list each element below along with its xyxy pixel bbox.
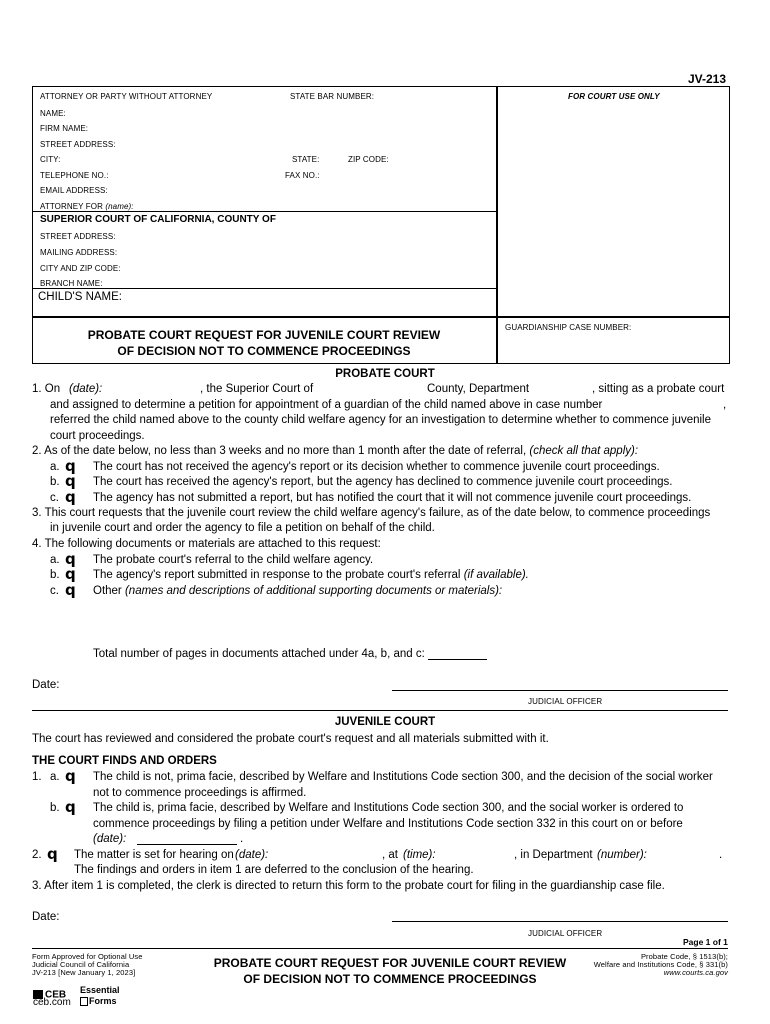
item1-date: (date): — [69, 383, 103, 395]
item1-line4: court proceedings. — [50, 430, 145, 442]
ceb-com: ceb.com — [33, 997, 71, 1008]
j-item1b-label: b. — [50, 802, 60, 814]
fax-label: FAX NO.: — [285, 171, 320, 180]
j-item2-date: (date): — [235, 849, 269, 861]
item4c-text: Other (names and descriptions of additional supporting documents or materials): — [93, 585, 503, 597]
child-name-label: CHILD'S NAME: — [38, 291, 122, 303]
j-item2-at: , at — [382, 849, 398, 861]
code-line-1: Probate Code, § 1513(b); — [640, 952, 728, 961]
item4b-text: The agency's report submitted in response to the probate court's referral (if available). — [93, 569, 529, 581]
item4c-checkbox[interactable]: q — [65, 581, 76, 599]
item4b-checkbox[interactable]: q — [65, 565, 76, 583]
state-label: STATE: — [292, 155, 320, 164]
j-item2-number: (number): — [597, 849, 647, 861]
j-item2-time: (time): — [403, 849, 436, 861]
code-line-2: Welfare and Institutions Code, § 331(b) — [593, 960, 728, 969]
j-item1a-checkbox[interactable]: q — [65, 767, 76, 785]
j-item3: 3. After item 1 is completed, the clerk is directed to return this form to the probate court for filing in the guardianship case file. — [32, 880, 665, 892]
item2c-checkbox[interactable]: q — [65, 488, 76, 506]
probate-date-label: Date: — [32, 679, 60, 691]
zip-label: ZIP CODE: — [348, 155, 389, 164]
juvenile-judicial-officer: JUDICIAL OFFICER — [528, 929, 603, 938]
section-divider — [32, 710, 728, 711]
court-divider — [32, 211, 496, 212]
item4a-checkbox[interactable]: q — [65, 550, 76, 568]
j-item2-dept: , in Department — [514, 849, 593, 861]
item2b-checkbox[interactable]: q — [65, 472, 76, 490]
footer-title-2: OF DECISION NOT TO COMMENCE PROCEEDINGS — [243, 972, 537, 986]
probate-signature-line[interactable] — [392, 690, 728, 691]
city-label: CITY: — [40, 155, 61, 164]
page-number: Page 1 of 1 — [683, 937, 728, 947]
state-bar-label: STATE BAR NUMBER: — [290, 92, 375, 101]
probate-judicial-officer: JUDICIAL OFFICER — [528, 697, 603, 706]
item2c-text: The agency has not submitted a report, but has notified the court that it will not commence juvenile court proceedings. — [93, 492, 692, 504]
j-item2-checkbox[interactable]: q — [47, 845, 58, 863]
telephone-label: TELEPHONE NO.: — [40, 171, 109, 180]
j-item2-line2: The findings and orders in item 1 are deferred to the conclusion of the hearing. — [74, 864, 474, 876]
item2a-label: a. — [50, 461, 60, 473]
street-label: STREET ADDRESS: — [40, 140, 116, 149]
child-divider — [32, 288, 496, 289]
j-item1a-line1: The child is not, prima facie, described by Welfare and Institutions Code section 300, and the decision of the social worker — [93, 771, 713, 783]
j-item1-num: 1. — [32, 771, 42, 783]
forms-label: Forms — [80, 996, 117, 1006]
essential-label: Essential — [80, 985, 120, 995]
item4c-label: c. — [50, 585, 59, 597]
item1-superior: , the Superior Court of — [200, 383, 314, 395]
j-item1a-line2: not to commence proceedings is affirmed. — [93, 787, 307, 799]
branch-label: BRANCH NAME: — [40, 279, 103, 288]
approved-line-1: Form Approved for Optional Use — [32, 952, 143, 961]
item1-on: 1. On — [32, 383, 61, 395]
item1-probate: , sitting as a probate court — [592, 383, 725, 395]
footer-title-1: PROBATE COURT REQUEST FOR JUVENILE COURT REVIEW — [213, 956, 567, 970]
j-item1b-period: . — [240, 833, 244, 845]
court-mailing-label: MAILING ADDRESS: — [40, 248, 118, 257]
total-pages-field[interactable] — [428, 659, 487, 660]
footer-divider — [32, 948, 728, 949]
item4b-label: b. — [50, 569, 60, 581]
juvenile-reviewed: The court has reviewed and considered the probate court's request and all materials submitted with it. — [32, 733, 549, 745]
case-number-label: GUARDIANSHIP CASE NUMBER: — [505, 323, 632, 332]
juvenile-heading: JUVENILE COURT — [334, 716, 436, 728]
item2a-checkbox[interactable]: q — [65, 457, 76, 475]
j-item1b-date-field[interactable] — [137, 844, 237, 845]
j-item1a-label: a. — [50, 771, 60, 783]
item4a-label: a. — [50, 554, 60, 566]
j-item1b-checkbox[interactable]: q — [65, 798, 76, 816]
item4a-text: The probate court's referral to the child welfare agency. — [93, 554, 374, 566]
j-item2-text: The matter is set for hearing on — [74, 849, 234, 861]
approved-line-2: Judicial Council of California — [32, 960, 130, 969]
code-line-3: www.courts.ca.gov — [663, 968, 728, 977]
ceb-logo: CEB — [33, 986, 66, 1004]
item2a-text: The court has not received the agency's report or its decision whether to commence juvenile court proceedings. — [93, 461, 660, 473]
probate-heading: PROBATE COURT — [335, 368, 435, 380]
item1-comma: , — [723, 399, 727, 411]
attorney-party-label: ATTORNEY OR PARTY WITHOUT ATTORNEY — [40, 92, 213, 101]
item1-line3: referred the child named above to the county child welfare agency for an investigation to determine whether to commence juvenile — [50, 414, 711, 426]
item1-line2: and assigned to determine a petition for appointment of a guardian of the child named above in case number — [50, 399, 603, 411]
item1-county: County, Department — [427, 383, 530, 395]
form-title-line-2: OF DECISION NOT TO COMMENCE PROCEEDINGS — [117, 344, 411, 358]
firm-name-label: FIRM NAME: — [40, 124, 89, 133]
item2: 2. As of the date below, no less than 3 weeks and no more than 1 month after the date of referral, (check all that apply): — [32, 445, 639, 457]
approved-line-3: JV-213 [New January 1, 2023] — [32, 968, 136, 977]
name-label: NAME: — [40, 109, 66, 118]
court-street-label: STREET ADDRESS: — [40, 232, 116, 241]
j-item1b-line2: commence proceedings by filing a petition under Welfare and Institutions Code section 332 in this court on or before — [93, 818, 683, 830]
email-label: EMAIL ADDRESS: — [40, 186, 108, 195]
court-use-box — [496, 86, 730, 318]
item3-line1: 3. This court requests that the juvenile court review the child welfare agency's failure, as of the date below, to commence proceedings — [32, 507, 711, 519]
court-use-label: FOR COURT USE ONLY — [568, 92, 660, 101]
juvenile-signature-line[interactable] — [392, 921, 728, 922]
item2b-text: The court has received the agency's report, but the agency has declined to commence juvenile court proceedings. — [93, 476, 673, 488]
j-item1b-date: (date): — [93, 833, 127, 845]
j-item2-period: . — [719, 849, 723, 861]
court-city-zip-label: CITY AND ZIP CODE: — [40, 264, 121, 273]
form-title-line-1: PROBATE COURT REQUEST FOR JUVENILE COURT REVIEW — [87, 328, 441, 342]
j-item2-num: 2. — [32, 849, 42, 861]
j-item1b-line1: The child is, prima facie, described by Welfare and Institutions Code section 300, and the social worker is ordered to — [93, 802, 684, 814]
form-id: JV-213 — [688, 72, 727, 86]
total-pages-label: Total number of pages in documents attached under 4a, b, and c: — [93, 648, 425, 660]
court-finds-heading: THE COURT FINDS AND ORDERS — [32, 755, 217, 767]
item2c-label: c. — [50, 492, 59, 504]
forms-icon — [80, 997, 88, 1006]
attorney-for-label: ATTORNEY FOR (name): — [40, 202, 134, 211]
juvenile-date-label: Date: — [32, 911, 60, 923]
item2b-label: b. — [50, 476, 60, 488]
item3-line2: in juvenile court and order the agency to file a petition on behalf of the child. — [50, 522, 435, 534]
court-title: SUPERIOR COURT OF CALIFORNIA, COUNTY OF — [40, 214, 276, 225]
item4: 4. The following documents or materials are attached to this request: — [32, 538, 381, 550]
